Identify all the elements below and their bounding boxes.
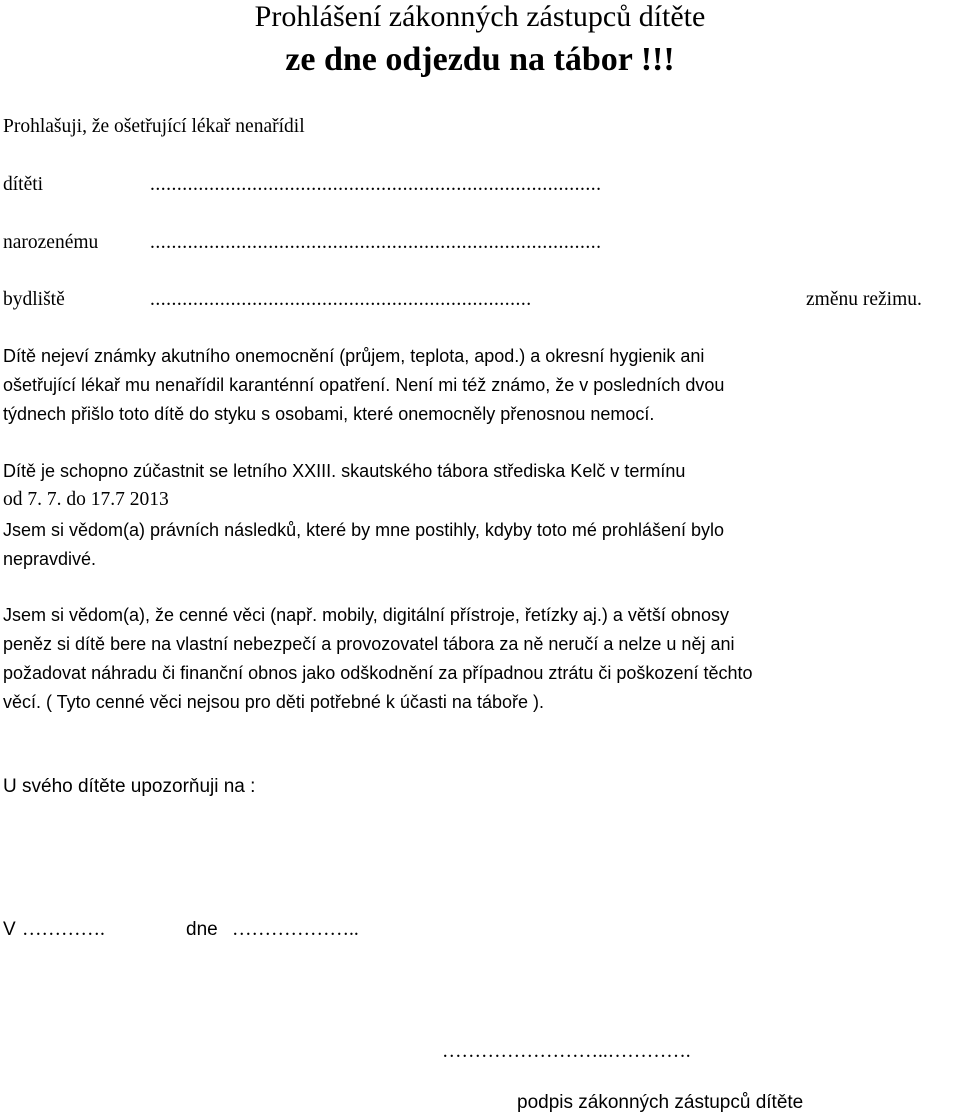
field-label-residence: bydliště — [3, 289, 65, 310]
paragraph-4-line-4: věcí. ( Tyto cenné věci nejsou pro děti potřebné k účasti na táboře ). — [3, 692, 544, 712]
field-dots-born[interactable]: .................................................................................... — [150, 232, 602, 253]
paragraph-1-line-1: Dítě nejeví známky akutního onemocnění (průjem, teplota, apod.) a okresní hygienik ani — [3, 346, 705, 366]
signature-label: podpis zákonných zástupců dítěte — [517, 1092, 804, 1113]
paragraph-1-line-3: týdnech přišlo toto dítě do styku s osobami, které onemocněly přenosnou nemocí. — [3, 404, 655, 424]
paragraph-3-line-2: nepravdivé. — [3, 549, 97, 569]
field-label-born: narozenému — [3, 232, 99, 253]
field-dots-residence[interactable]: ....................................................................... — [150, 289, 532, 310]
paragraph-4-line-1: Jsem si vědom(a), že cenné věci (např. mobily, digitální přístroje, řetízky aj.) a větší obnosy — [3, 605, 729, 625]
field-label-child: dítěti — [3, 174, 44, 195]
paragraph-3-line-1: Jsem si vědom(a) právních následků, které by mne postihly, kdyby toto mé prohlášení bylo — [3, 520, 725, 540]
signature-dots[interactable]: ……………………..…………. — [442, 1041, 691, 1062]
document-title: Prohlášení zákonných zástupců dítěte — [254, 0, 706, 33]
warning-label: U svého dítěte upozorňuji na : — [3, 776, 256, 797]
paragraph-4-line-2: peněz si dítě bere na vlastní nebezpečí a provozovatel tábora za ně neručí a nelze u něj ani — [3, 634, 735, 654]
document-subtitle: ze dne odjezdu na tábor !!! — [285, 41, 675, 78]
intro-text: Prohlašuji, že ošetřující lékař nenařídil — [3, 116, 305, 137]
paragraph-1-line-2: ošetřující lékař mu nenařídil karanténní opatření. Není mi též známo, že v posledních dvou — [3, 375, 725, 395]
date-label: dne — [186, 919, 218, 940]
paragraph-2-line-2: od 7. 7. do 17.7 2013 — [3, 489, 169, 510]
field-dots-child[interactable]: .................................................................................... — [150, 174, 602, 195]
place-label: V — [3, 919, 16, 940]
field-suffix-residence: změnu režimu. — [806, 289, 922, 310]
date-dots[interactable]: ……………….. — [232, 919, 359, 940]
place-dots[interactable]: …………. — [22, 919, 105, 940]
paragraph-2-line-1: Dítě je schopno zúčastnit se letního XXIII. skautského tábora střediska Kelč v termínu — [3, 461, 686, 481]
paragraph-4-line-3: požadovat náhradu či finanční obnos jako odškodnění za případnou ztrátu či poškození těchto — [3, 663, 753, 683]
